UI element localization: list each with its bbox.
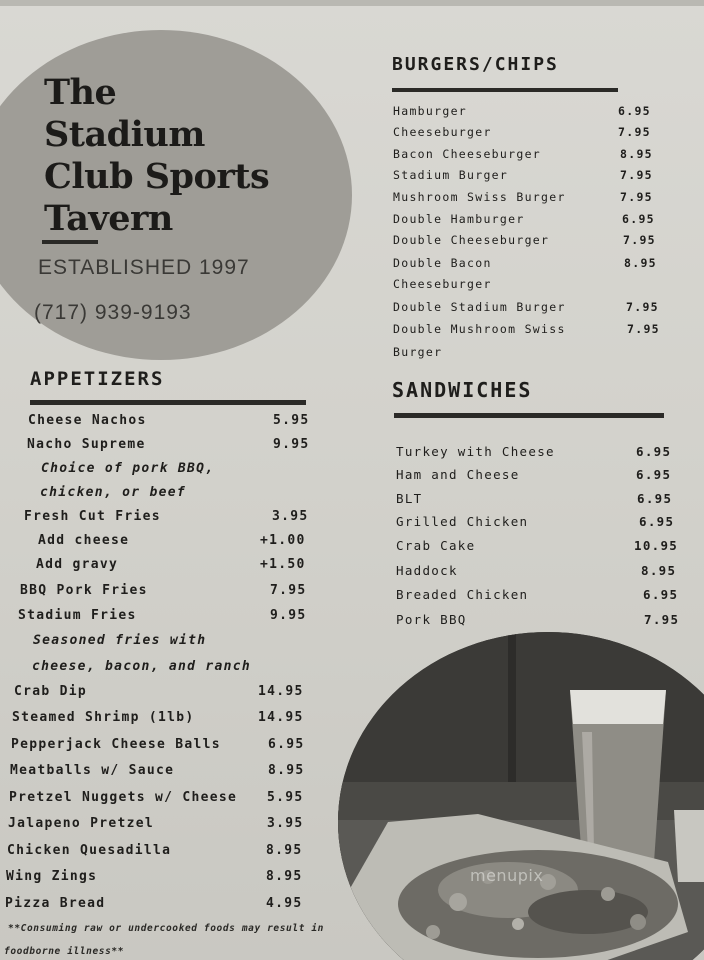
menu-item-price: 8.95 [266,843,303,858]
food-piece [630,914,646,930]
menu-item-price: 14.95 [258,684,304,699]
menu-item-price: 7.95 [627,322,660,336]
restaurant-name-line: Tavern [44,198,173,239]
burgers-rule [392,88,618,92]
menu-item-name: BLT [396,491,423,506]
menu-item-price: 5.95 [267,790,304,805]
menu-item-name: Cheeseburger [393,277,492,291]
menu-item-price: 8.95 [266,869,303,884]
menu-item-price: 6.95 [636,444,672,459]
menu-item-name: Add gravy [36,557,119,572]
menu-item-name: Double Mushroom Swiss [393,322,566,336]
menu-item-description: Choice of pork BBQ, [41,461,215,476]
menu-item-price: 8.95 [624,256,657,270]
menu-item-name: Jalapeno Pretzel [8,816,155,831]
menu-item-name: Wing Zings [6,869,98,884]
menu-item-name: Pepperjack Cheese Balls [11,737,221,752]
menu-item-name: Double Bacon [393,256,492,270]
menu-item-name: Chicken Quesadilla [7,843,172,858]
menu-item-name: Crab Dip [14,684,88,699]
menu-item-price: 5.95 [273,413,310,428]
menu-item-name: Turkey with Cheese [396,444,555,459]
menu-item-name: Nacho Supreme [27,437,146,452]
restaurant-name [44,72,344,240]
menu-item-name: Pork BBQ [396,612,467,627]
menu-item-price: 6.95 [637,491,673,506]
menu-item-price: 8.95 [620,147,653,161]
food-piece [512,918,524,930]
burgers-title: BURGERS/CHIPS [392,54,559,75]
menu-item-name: Cheeseburger [393,125,492,139]
menu-item-name: Grilled Chicken [396,514,529,529]
menu-item-price: 3.95 [267,816,304,831]
food-photo-illustration [338,632,704,960]
menu-item-description: chicken, or beef [40,485,187,500]
menu-item-price: 7.95 [618,125,651,139]
appetizers-rule [30,400,306,405]
established-text: ESTABLISHED 1997 [38,256,250,279]
menupix-watermark: menupix [470,866,544,885]
menu-item-price: 10.95 [634,538,679,553]
menu-item-name: Burger [393,345,443,359]
menu-item-price: 9.95 [273,437,310,452]
menu-item-name: Bacon Cheeseburger [393,147,542,161]
menu-item-price: 3.95 [272,509,309,524]
menu-item-price: 8.95 [641,563,677,578]
menu-item-name: Pretzel Nuggets w/ Cheese [9,790,238,805]
menu-item-name: Mushroom Swiss Burger [393,190,566,204]
menu-item-name: Pizza Bread [5,896,106,911]
appetizers-title: APPETIZERS [30,368,165,390]
menu-item-description: cheese, bacon, and ranch [32,659,252,674]
menu-item-name: Fresh Cut Fries [24,509,161,524]
menu-item-price: 7.95 [626,300,659,314]
menu-item-name: Double Stadium Burger [393,300,566,314]
food-piece [426,925,440,939]
menu-item-price: +1.00 [260,533,306,548]
menu-item-name: Haddock [396,563,458,578]
menu-item-name: Cheese Nachos [28,413,147,428]
menu-item-price: 9.95 [270,608,307,623]
menu-item-name: Ham and Cheese [396,467,520,482]
menu-item-price: 8.95 [268,763,305,778]
sandwiches-rule [394,413,664,418]
menu-item-name: Add cheese [38,533,130,548]
menu-item-price: 14.95 [258,710,304,725]
menu-item-price: 7.95 [620,190,653,204]
menu-item-price: 6.95 [639,514,675,529]
menu-item-price: 6.95 [618,104,651,118]
menu-item-name: Hamburger [393,104,468,118]
paper-edge [0,0,704,6]
menu-item-name: Steamed Shrimp (1lb) [12,710,195,725]
sandwiches-title: SANDWICHES [392,378,533,402]
beer-foam [570,690,666,724]
menu-item-name: Double Cheeseburger [393,233,550,247]
menu-item-price: 6.95 [622,212,655,226]
menu-item-name: Crab Cake [396,538,476,553]
restaurant-name-line: Stadium [44,114,205,155]
consumer-advisory-line: foodborne illness** [4,946,125,957]
consumer-advisory-line: **Consuming raw or undercooked foods may result in [8,923,324,934]
menu-item-name: Stadium Burger [393,168,509,182]
menu-item-price: 7.95 [270,583,307,598]
menu-item-description: Seasoned fries with [33,633,207,648]
side-cup [674,810,704,882]
menu-item-price: 7.95 [623,233,656,247]
food-piece [601,887,615,901]
food-piece [449,893,467,911]
food-shadow [528,890,648,934]
menu-item-price: 7.95 [620,168,653,182]
menu-item-price: 6.95 [636,467,672,482]
restaurant-name-line: The [44,72,117,113]
menu-item-name: BBQ Pork Fries [20,583,148,598]
name-underline [42,240,98,244]
menu-item-name: Stadium Fries [18,608,137,623]
food-photo [338,632,704,960]
menu-item-price: 6.95 [268,737,305,752]
menu-item-name: Meatballs w/ Sauce [10,763,175,778]
restaurant-name-line: Club Sports [44,156,270,197]
menu-item-price: 7.95 [644,612,680,627]
menu-item-name: Double Hamburger [393,212,525,226]
menu-item-price: 6.95 [643,587,679,602]
menu-item-price: +1.50 [260,557,306,572]
menu-item-price: 4.95 [266,896,303,911]
menu-item-name: Breaded Chicken [396,587,529,602]
phone-number: (717) 939-9193 [34,301,192,324]
